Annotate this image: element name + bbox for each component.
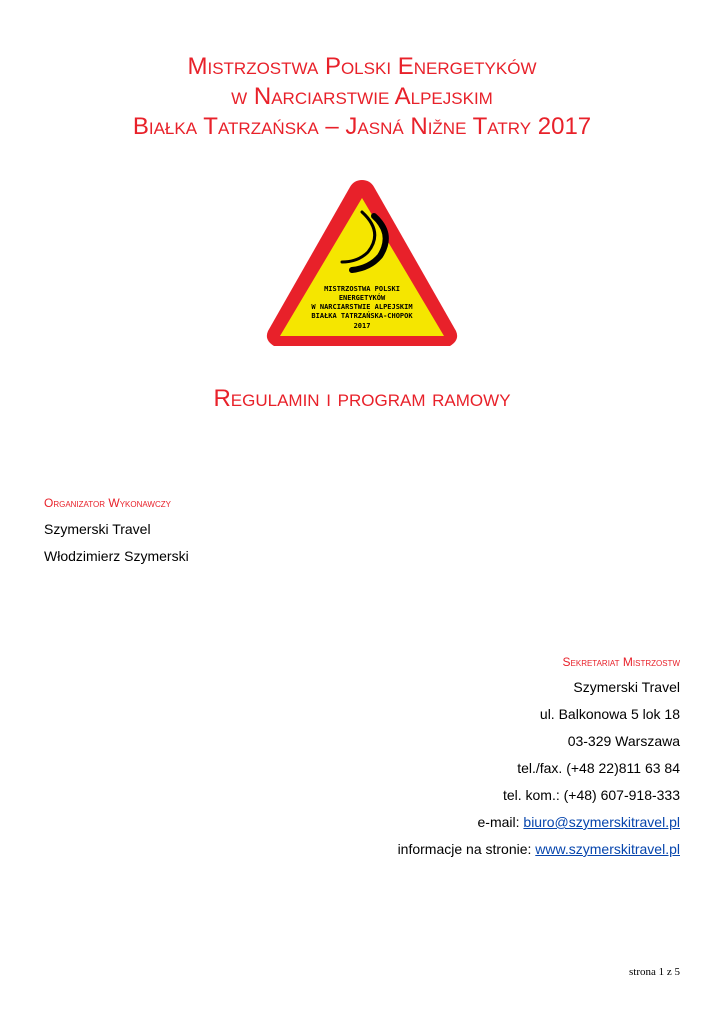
organizer-person: Włodzimierz Szymerski: [44, 548, 189, 564]
logo-text-1: MISTRZOSTWA POLSKI: [324, 285, 400, 293]
logo-text-4: BIAŁKA TATRZAŃSKA-CHOPOK: [311, 312, 413, 320]
secretariat-email-row: [280, 813, 680, 831]
organizer-section: [44, 496, 444, 564]
logo-text-3: W NARCIARSTWIE ALPEJSKIM: [311, 303, 413, 311]
page-number: strona 1 z 5: [628, 966, 680, 978]
secretariat-company: Szymerski Travel: [573, 679, 680, 695]
secretariat-phone-fax: tel./fax. (+48 22)811 63 84: [517, 760, 680, 776]
document-subtitle: Regulamin i program ramowy: [213, 385, 511, 412]
organizer-label: Organizator Wykonawczy: [44, 496, 171, 510]
title-line-3: Białka Tatrzańska – Jasná Nižne Tatry 2017: [132, 113, 592, 140]
title-line-1: Mistrzostwa Polski Energetyków: [187, 53, 537, 80]
secretariat-mobile: tel. kom.: (+48) 607-918-333: [502, 787, 680, 803]
secretariat-section: [280, 655, 680, 858]
championship-logo: [262, 176, 462, 351]
secretariat-label: Sekretariat Mistrzostw: [562, 655, 680, 669]
website-link[interactable]: www.szymerskitravel.pl: [535, 841, 680, 857]
email-link[interactable]: biuro@szymerskitravel.pl: [523, 814, 680, 830]
email-label: e-mail:: [477, 814, 524, 830]
logo-text-5: 2017: [353, 322, 371, 330]
document-title: [0, 52, 724, 142]
secretariat-street: ul. Balkonowa 5 lok 18: [539, 706, 680, 722]
web-label: informacje na stronie:: [397, 841, 536, 857]
organizer-company: Szymerski Travel: [44, 521, 151, 537]
title-line-2: w Narciarstwie Alpejskim: [231, 83, 493, 110]
secretariat-web-row: [280, 840, 680, 858]
logo-text-2: ENERGETYKÓW: [338, 294, 386, 302]
secretariat-city: 03-329 Warszawa: [567, 733, 680, 749]
